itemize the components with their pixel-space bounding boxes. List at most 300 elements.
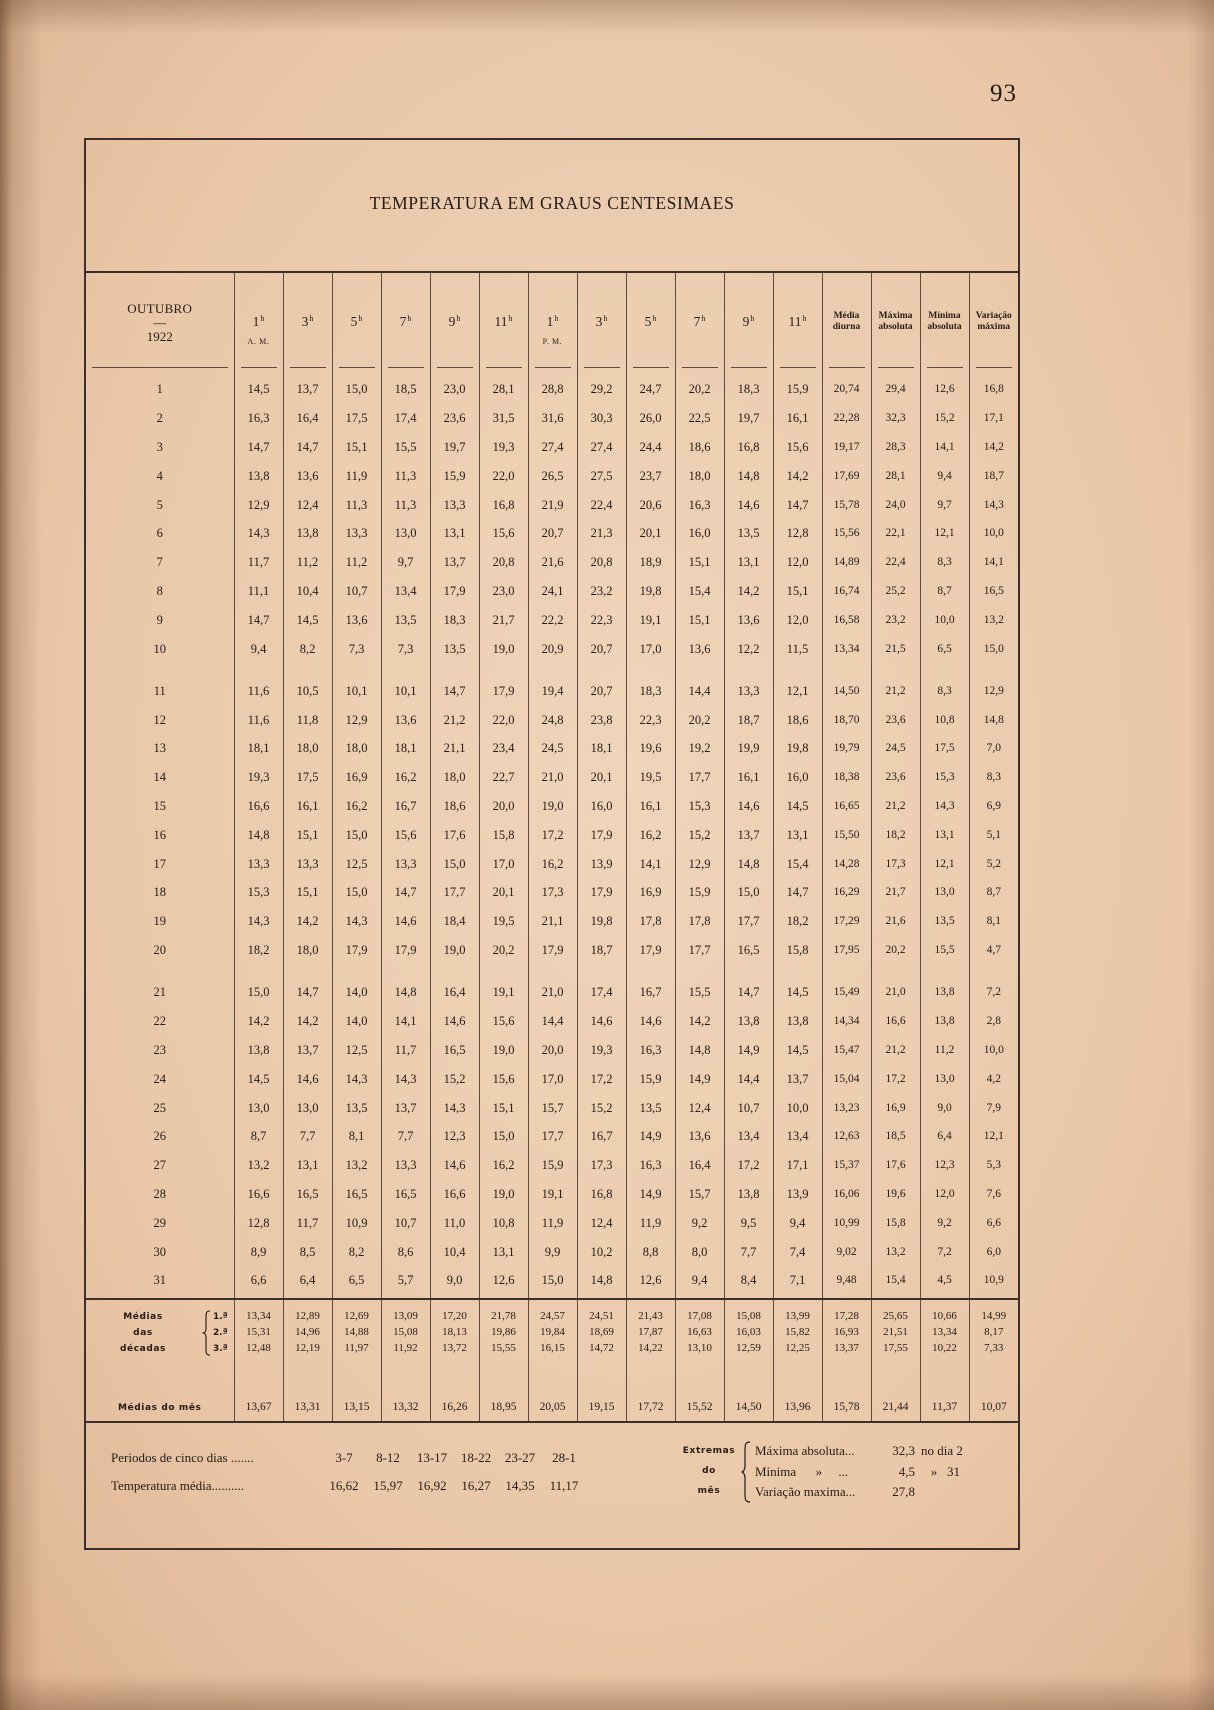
value-cell: 11,9	[528, 1208, 577, 1237]
spacer-cell	[969, 1357, 1018, 1394]
value-cell: 16,5	[283, 1180, 332, 1209]
value-cell: 14,9	[626, 1180, 675, 1209]
value-cell: 20,7	[577, 634, 626, 663]
value-cell: 12,4	[283, 490, 332, 519]
value-cell: 13,0	[920, 878, 969, 907]
value-cell: 19,3	[577, 1036, 626, 1065]
table-row	[86, 605, 1018, 634]
value-cell: 16,1	[724, 763, 773, 792]
value-cell: 18,0	[332, 734, 381, 763]
value-cell: 16,4	[430, 978, 479, 1007]
table-row	[86, 1122, 1018, 1151]
value-cell: 23,6	[871, 763, 920, 792]
value-cell: 24,0	[871, 490, 920, 519]
value-cell: 13,2	[969, 605, 1018, 634]
value-cell: 11,6	[234, 676, 283, 705]
value-cell: 22,4	[871, 548, 920, 577]
value-cell: 11,1	[234, 577, 283, 606]
value-cell: 16,6	[234, 792, 283, 821]
spacer-cell	[871, 1357, 920, 1394]
value-cell: 13,3	[381, 1151, 430, 1180]
mean-temperature-value: 14,35	[505, 1478, 535, 1493]
value-cell: 9,4	[675, 1266, 724, 1295]
value-cell: 18,7	[969, 461, 1018, 490]
value-cell: 22,3	[577, 605, 626, 634]
value-cell: 13,0	[920, 1064, 969, 1093]
value-cell: 18,4	[430, 907, 479, 936]
value-cell: 15,1	[283, 878, 332, 907]
value-cell: 13,7	[430, 548, 479, 577]
value-cell: 12,8	[773, 519, 822, 548]
value-cell: 14,8	[381, 978, 430, 1007]
table-row	[86, 375, 1018, 404]
value-cell: 9,5	[724, 1208, 773, 1237]
value-cell: 18,0	[283, 936, 332, 965]
value-cell: 18,6	[675, 433, 724, 462]
value-cell: 28,1	[479, 375, 528, 404]
hour-number: 1	[252, 314, 260, 329]
column-header-line: absoluta	[927, 322, 962, 332]
value-cell: 21,0	[871, 978, 920, 1007]
value-cell: 22,0	[479, 461, 528, 490]
year-label: 1922	[146, 328, 173, 344]
value-cell: 8,1	[332, 1122, 381, 1151]
value-cell: 17,9	[577, 878, 626, 907]
value-cell: 14,2	[724, 577, 773, 606]
value-cell: 21,2	[430, 705, 479, 734]
spacer-cell	[430, 1357, 479, 1394]
value-cell: 17,9	[332, 936, 381, 965]
value-cell: 24,57	[528, 1309, 577, 1325]
table-row	[86, 1266, 1018, 1295]
value-cell: 9,7	[381, 548, 430, 577]
spacer-cell	[528, 1357, 577, 1394]
value-cell: 15,0	[724, 878, 773, 907]
value-cell: 13,5	[381, 605, 430, 634]
column-header	[430, 272, 479, 371]
spacer-cell	[871, 1299, 920, 1309]
value-cell: 24,5	[871, 734, 920, 763]
value-cell: 15,4	[773, 849, 822, 878]
value-cell: 16,0	[773, 763, 822, 792]
value-cell: 13,7	[283, 375, 332, 404]
value-cell: 18,95	[479, 1394, 528, 1422]
value-cell: 13,34	[822, 634, 871, 663]
value-cell: 15,3	[675, 792, 724, 821]
value-cell: 16,1	[283, 792, 332, 821]
value-cell: 15,0	[234, 978, 283, 1007]
spacer-row	[86, 1357, 1018, 1394]
value-cell: 16,03	[724, 1325, 773, 1341]
value-cell: 12,1	[969, 1122, 1018, 1151]
value-cell: 15,37	[822, 1151, 871, 1180]
value-cell: 14,2	[283, 1007, 332, 1036]
value-cell: 9,2	[920, 1208, 969, 1237]
value-cell: 14,1	[969, 548, 1018, 577]
day-number: 4	[156, 468, 163, 483]
column-header	[283, 272, 332, 371]
value-cell: 15,82	[773, 1325, 822, 1341]
spacer-cell	[724, 1299, 773, 1309]
brace-icon	[202, 1310, 211, 1356]
value-cell: 18,6	[430, 792, 479, 821]
value-cell: 13,9	[577, 849, 626, 878]
value-cell: 13,1	[773, 820, 822, 849]
spacer-cell	[86, 1357, 234, 1394]
value-cell: 14,3	[234, 519, 283, 548]
value-cell: 19,79	[822, 734, 871, 763]
value-cell: 19,3	[234, 763, 283, 792]
mean-temperature-row	[111, 1476, 586, 1504]
value-cell: 14,3	[920, 792, 969, 821]
value-cell: 14,5	[234, 375, 283, 404]
value-cell: 14,6	[283, 1064, 332, 1093]
value-cell: 17,7	[430, 878, 479, 907]
value-cell: 18,38	[822, 763, 871, 792]
value-cell: 17,7	[724, 907, 773, 936]
hour-number: 5	[644, 314, 652, 329]
value-cell: 14,7	[381, 878, 430, 907]
value-cell: 14,5	[283, 605, 332, 634]
spacer-cell	[577, 1357, 626, 1394]
value-cell: 14,96	[283, 1325, 332, 1341]
value-cell: 15,8	[871, 1208, 920, 1237]
value-cell: 15,52	[675, 1394, 724, 1422]
value-cell: 11,9	[332, 461, 381, 490]
day-number: 15	[153, 799, 166, 814]
meridiem-label: A. M.	[247, 337, 270, 346]
value-cell: 9,7	[920, 490, 969, 519]
value-cell: 20,0	[528, 1036, 577, 1065]
day-number: 25	[153, 1100, 166, 1115]
value-cell: 14,8	[675, 1036, 724, 1065]
value-cell: 9,4	[773, 1208, 822, 1237]
value-cell: 14,88	[332, 1325, 381, 1341]
extreme-max	[755, 1441, 963, 1462]
day-number: 5	[156, 497, 163, 512]
value-cell: 14,28	[822, 849, 871, 878]
day-number: 14	[153, 770, 166, 785]
value-cell: 18,69	[577, 1325, 626, 1341]
value-cell: 15,08	[724, 1309, 773, 1325]
value-cell: 19,5	[479, 907, 528, 936]
column-header	[528, 272, 577, 371]
hour-number: 1	[546, 314, 554, 329]
value-cell: 14,8	[724, 461, 773, 490]
day-number: 8	[156, 583, 163, 598]
value-cell: 4,5	[920, 1266, 969, 1295]
hour-suffix: h	[309, 313, 314, 323]
value-cell: 19,0	[528, 792, 577, 821]
spacer-cell	[577, 1299, 626, 1309]
spacer-cell	[234, 663, 283, 677]
table-body	[86, 371, 1018, 1422]
spacer-cell	[479, 1299, 528, 1309]
column-header	[724, 272, 773, 371]
value-cell: 8,8	[626, 1237, 675, 1266]
value-cell: 13,5	[332, 1093, 381, 1122]
value-cell: 20,7	[577, 676, 626, 705]
value-cell: 12,69	[332, 1309, 381, 1325]
value-cell: 7,6	[969, 1180, 1018, 1209]
spacer-cell	[332, 964, 381, 978]
value-cell: 7,7	[381, 1122, 430, 1151]
value-cell: 16,6	[234, 1180, 283, 1209]
value-cell: 23,0	[430, 375, 479, 404]
value-cell: 20,1	[626, 519, 675, 548]
value-cell: 12,6	[479, 1266, 528, 1295]
month-means-row	[86, 1394, 1018, 1422]
value-cell: 15,0	[430, 849, 479, 878]
value-cell: 8,4	[724, 1266, 773, 1295]
extreme-note: no dia 2	[921, 1443, 963, 1458]
value-cell: 10,22	[920, 1341, 969, 1357]
spacer-cell	[773, 1299, 822, 1309]
value-cell: 15,9	[626, 1064, 675, 1093]
value-cell: 17,2	[724, 1151, 773, 1180]
value-cell: 16,6	[871, 1007, 920, 1036]
value-cell: 21,43	[626, 1309, 675, 1325]
value-cell: 16,7	[577, 1122, 626, 1151]
value-cell: 10,4	[430, 1237, 479, 1266]
value-cell: 12,3	[430, 1122, 479, 1151]
value-cell: 16,9	[871, 1093, 920, 1122]
day-number: 17	[153, 856, 166, 871]
table-row	[86, 433, 1018, 462]
spacer-cell	[479, 964, 528, 978]
value-cell: 10,0	[920, 605, 969, 634]
extremes-label-line: Extremas	[682, 1446, 736, 1456]
value-cell: 23,6	[430, 404, 479, 433]
value-cell: 10,8	[479, 1208, 528, 1237]
hour-suffix: h	[750, 313, 755, 323]
value-cell: 17,0	[528, 1064, 577, 1093]
value-cell: 15,3	[920, 763, 969, 792]
decade-means-title	[116, 1309, 170, 1357]
value-cell: 17,3	[577, 1151, 626, 1180]
value-cell: 7,7	[283, 1122, 332, 1151]
value-cell: 17,6	[871, 1151, 920, 1180]
value-cell: 17,5	[283, 763, 332, 792]
spacer-cell	[773, 1357, 822, 1394]
value-cell: 16,2	[479, 1151, 528, 1180]
spacer-cell	[822, 1357, 871, 1394]
period-value: 8-12	[376, 1450, 400, 1465]
value-cell: 14,2	[969, 433, 1018, 462]
value-cell: 14,7	[234, 433, 283, 462]
value-cell: 23,6	[871, 705, 920, 734]
value-cell: 10,0	[969, 1036, 1018, 1065]
value-cell: 12,8	[234, 1208, 283, 1237]
spacer-cell	[675, 964, 724, 978]
period-value: 23-27	[504, 1450, 536, 1465]
hour-number: 9	[448, 314, 456, 329]
value-cell: 24,4	[626, 433, 675, 462]
value-cell: 14,4	[528, 1007, 577, 1036]
value-cell: 8,17	[969, 1325, 1018, 1341]
spacer-cell	[626, 964, 675, 978]
extremes-label	[682, 1441, 736, 1501]
spacer-cell	[283, 1357, 332, 1394]
value-cell: 14,2	[283, 907, 332, 936]
value-cell: 17,5	[920, 734, 969, 763]
value-cell: 15,78	[822, 490, 871, 519]
value-cell: 15,78	[822, 1394, 871, 1422]
day-number: 16	[153, 827, 166, 842]
value-cell: 13,5	[724, 519, 773, 548]
column-header	[626, 272, 675, 371]
value-cell: 13,3	[234, 849, 283, 878]
hour-label	[547, 314, 559, 329]
value-cell: 4,2	[969, 1064, 1018, 1093]
table-title: TEMPERATURA EM GRAUS CENTESIMAES	[369, 193, 735, 213]
value-cell: 18,70	[822, 705, 871, 734]
hour-label	[400, 314, 412, 329]
value-cell: 9,2	[675, 1208, 724, 1237]
value-cell: 13,3	[332, 519, 381, 548]
value-cell: 9,0	[430, 1266, 479, 1295]
day-number: 31	[153, 1273, 166, 1288]
value-cell: 13,0	[381, 519, 430, 548]
spacer-cell	[86, 663, 234, 677]
value-cell: 19,6	[871, 1180, 920, 1209]
hour-suffix: h	[508, 313, 513, 323]
value-cell: 14,89	[822, 548, 871, 577]
value-cell: 15,49	[822, 978, 871, 1007]
value-cell: 20,9	[528, 634, 577, 663]
value-cell: 17,0	[626, 634, 675, 663]
month-means-text: Médias do mês	[117, 1403, 202, 1414]
value-cell: 18,5	[381, 375, 430, 404]
value-cell: 15,0	[528, 1266, 577, 1295]
value-cell: 11,9	[626, 1208, 675, 1237]
column-header	[234, 272, 283, 371]
value-cell: 15,5	[920, 936, 969, 965]
spacer-cell	[626, 1299, 675, 1309]
decade-ordinal: 2.ª	[213, 1327, 228, 1338]
table-row	[86, 634, 1018, 663]
value-cell: 16,2	[626, 820, 675, 849]
hour-suffix: h	[358, 313, 363, 323]
value-cell: 17,9	[430, 577, 479, 606]
table-row	[86, 1180, 1018, 1209]
value-cell: 13,1	[479, 1237, 528, 1266]
value-cell: 15,1	[332, 433, 381, 462]
value-cell: 11,3	[381, 490, 430, 519]
value-cell: 30,3	[577, 404, 626, 433]
value-cell: 12,1	[920, 849, 969, 878]
day-number: 18	[153, 885, 166, 900]
value-cell: 22,1	[871, 519, 920, 548]
value-cell: 21,0	[528, 978, 577, 1007]
value-cell: 19,4	[528, 676, 577, 705]
value-cell: 13,8	[724, 1007, 773, 1036]
value-cell: 15,9	[675, 878, 724, 907]
value-cell: 29,4	[871, 375, 920, 404]
value-cell: 16,74	[822, 577, 871, 606]
value-cell: 13,3	[283, 849, 332, 878]
value-cell: 13,3	[430, 490, 479, 519]
value-cell: 28,1	[871, 461, 920, 490]
day-number: 2	[156, 411, 163, 426]
value-cell: 10,0	[773, 1093, 822, 1122]
value-cell: 15,1	[675, 605, 724, 634]
value-cell: 7,33	[969, 1341, 1018, 1357]
value-cell: 14,6	[626, 1007, 675, 1036]
value-cell: 23,2	[577, 577, 626, 606]
value-cell: 20,1	[479, 878, 528, 907]
table-row	[86, 1151, 1018, 1180]
value-cell: 12,25	[773, 1341, 822, 1357]
value-cell: 5,3	[969, 1151, 1018, 1180]
value-cell: 19,17	[822, 433, 871, 462]
value-cell: 16,0	[577, 792, 626, 821]
value-cell: 19,8	[773, 734, 822, 763]
value-cell: 14,6	[724, 792, 773, 821]
value-cell: 8,2	[332, 1237, 381, 1266]
value-cell: 21,6	[871, 907, 920, 936]
value-cell: 6,6	[234, 1266, 283, 1295]
value-cell: 14,6	[430, 1007, 479, 1036]
temperature-table	[86, 271, 1018, 1423]
value-cell: 12,4	[577, 1208, 626, 1237]
hour-number: 3	[595, 314, 603, 329]
value-cell: 23,0	[479, 577, 528, 606]
value-cell: 20,6	[626, 490, 675, 519]
value-cell: 7,0	[969, 734, 1018, 763]
column-header	[577, 272, 626, 371]
table-row	[86, 461, 1018, 490]
spacer-cell	[675, 1357, 724, 1394]
hour-label	[449, 314, 461, 329]
hour-suffix: h	[260, 313, 265, 323]
month-label: OUTUBRO	[127, 300, 193, 316]
value-cell: 19,15	[577, 1394, 626, 1422]
value-cell: 12,6	[626, 1266, 675, 1295]
spacer-cell	[381, 1357, 430, 1394]
column-header	[381, 272, 430, 371]
value-cell: 13,8	[920, 978, 969, 1007]
value-cell: 6,5	[332, 1266, 381, 1295]
spacer-cell	[773, 964, 822, 978]
value-cell: 13,15	[332, 1394, 381, 1422]
hour-suffix: h	[603, 313, 608, 323]
spacer-row	[86, 1299, 1018, 1309]
periods-row	[111, 1448, 586, 1476]
value-cell: 14,1	[626, 849, 675, 878]
value-cell: 25,2	[871, 577, 920, 606]
value-cell: 20,7	[528, 519, 577, 548]
value-cell: 7,9	[969, 1093, 1018, 1122]
extreme-value: 32,3	[892, 1443, 915, 1458]
value-cell: 21,44	[871, 1394, 920, 1422]
value-cell: 21,2	[871, 792, 920, 821]
value-cell: 17,8	[675, 907, 724, 936]
mean-temperature-value: 11,17	[549, 1478, 579, 1493]
value-cell: 17,1	[969, 404, 1018, 433]
value-cell: 15,9	[528, 1151, 577, 1180]
hour-number: 7	[399, 314, 407, 329]
value-cell: 23,2	[871, 605, 920, 634]
value-cell: 11,7	[381, 1036, 430, 1065]
column-header-line: diurna	[832, 322, 861, 332]
brace-icon	[741, 1441, 751, 1503]
extreme-min	[755, 1462, 963, 1483]
value-cell: 14,6	[724, 490, 773, 519]
value-cell: 11,2	[283, 548, 332, 577]
value-cell: 12,63	[822, 1122, 871, 1151]
hour-number: 7	[693, 314, 701, 329]
